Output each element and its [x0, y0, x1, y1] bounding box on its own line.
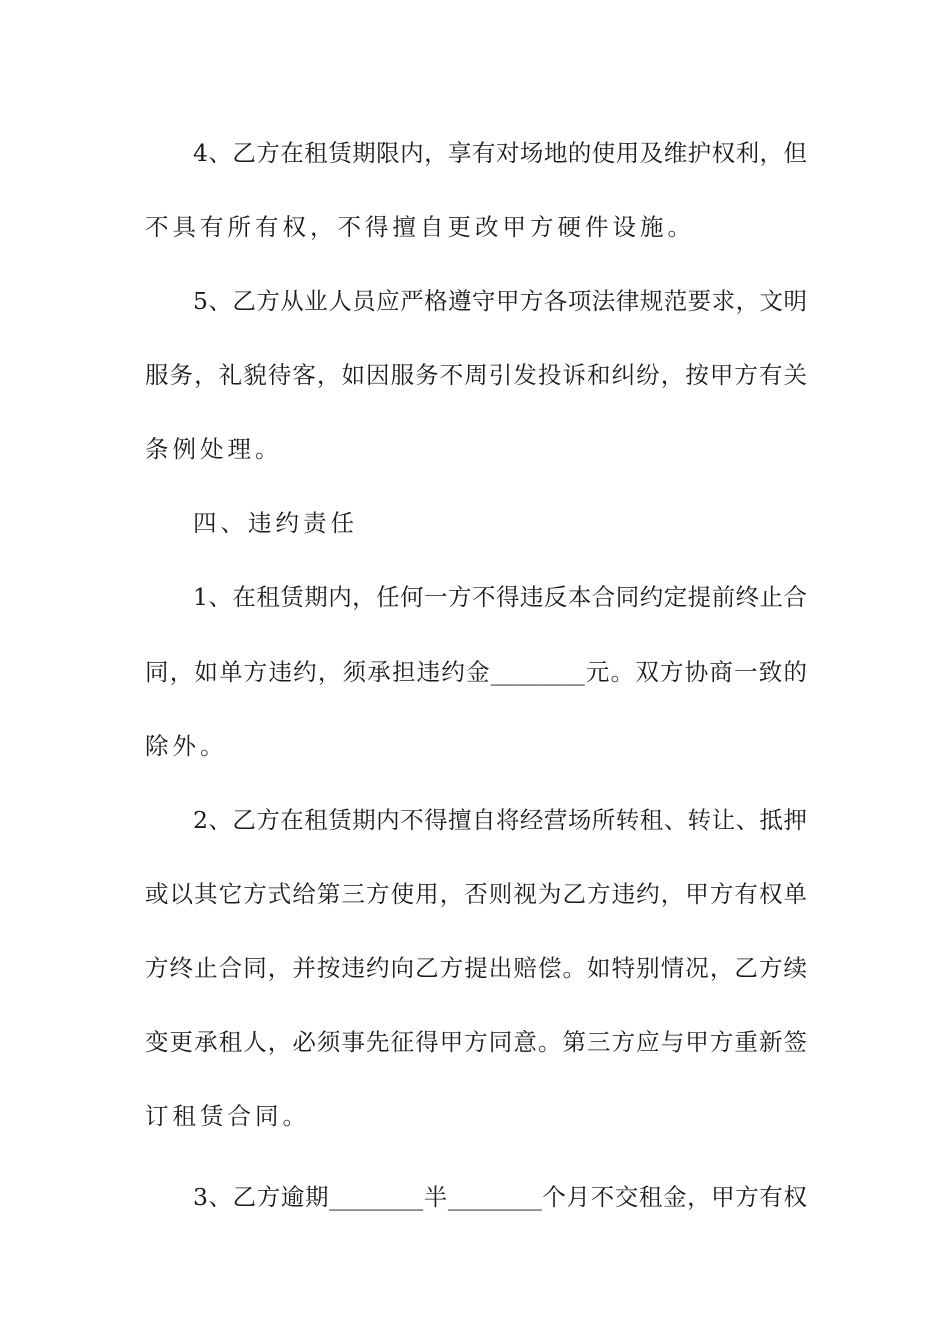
breach-clause-2-line-2: 或以其它方式给第三方使用，否则视为乙方违约，甲方有权单	[145, 880, 807, 908]
breach-clause-2-line-4: 变更承租人，必须事先征得甲方同意。第三方应与甲方重新签	[145, 1028, 807, 1056]
breach-clause-2-line-1: 2、乙方在租赁期内不得擅自将经营场所转租、转让、抵押	[193, 806, 807, 834]
breach-clause-3-line-1: 3、乙方逾期________半________个月不交租金，甲方有权	[193, 1183, 807, 1211]
section-heading-breach-liability: 四、违约责任	[193, 509, 358, 537]
clause-5-line-3: 条例处理。	[145, 435, 283, 463]
breach-clause-2-line-3: 方终止合同，并按违约向乙方提出赔偿。如特别情况，乙方续	[145, 954, 807, 982]
breach-clause-2-line-5: 订租赁合同。	[145, 1102, 310, 1130]
breach-clause-1-line-1: 1、在租赁期内，任何一方不得违反本合同约定提前终止合	[193, 583, 807, 611]
clause-4-line-2: 不具有所有权，不得擅自更改甲方硬件设施。	[145, 213, 695, 241]
breach-clause-1-line-3: 除外。	[145, 732, 228, 760]
clause-5-line-1: 5、乙方从业人员应严格遵守甲方各项法律规范要求，文明	[193, 287, 807, 315]
clause-4-line-1: 4、乙方在租赁期限内，享有对场地的使用及维护权利，但	[193, 139, 807, 167]
clause-5-line-2: 服务，礼貌待客，如因服务不周引发投诉和纠纷，按甲方有关	[145, 361, 807, 389]
breach-clause-1-line-2: 同，如单方违约，须承担违约金________元。双方协商一致的	[145, 658, 807, 686]
